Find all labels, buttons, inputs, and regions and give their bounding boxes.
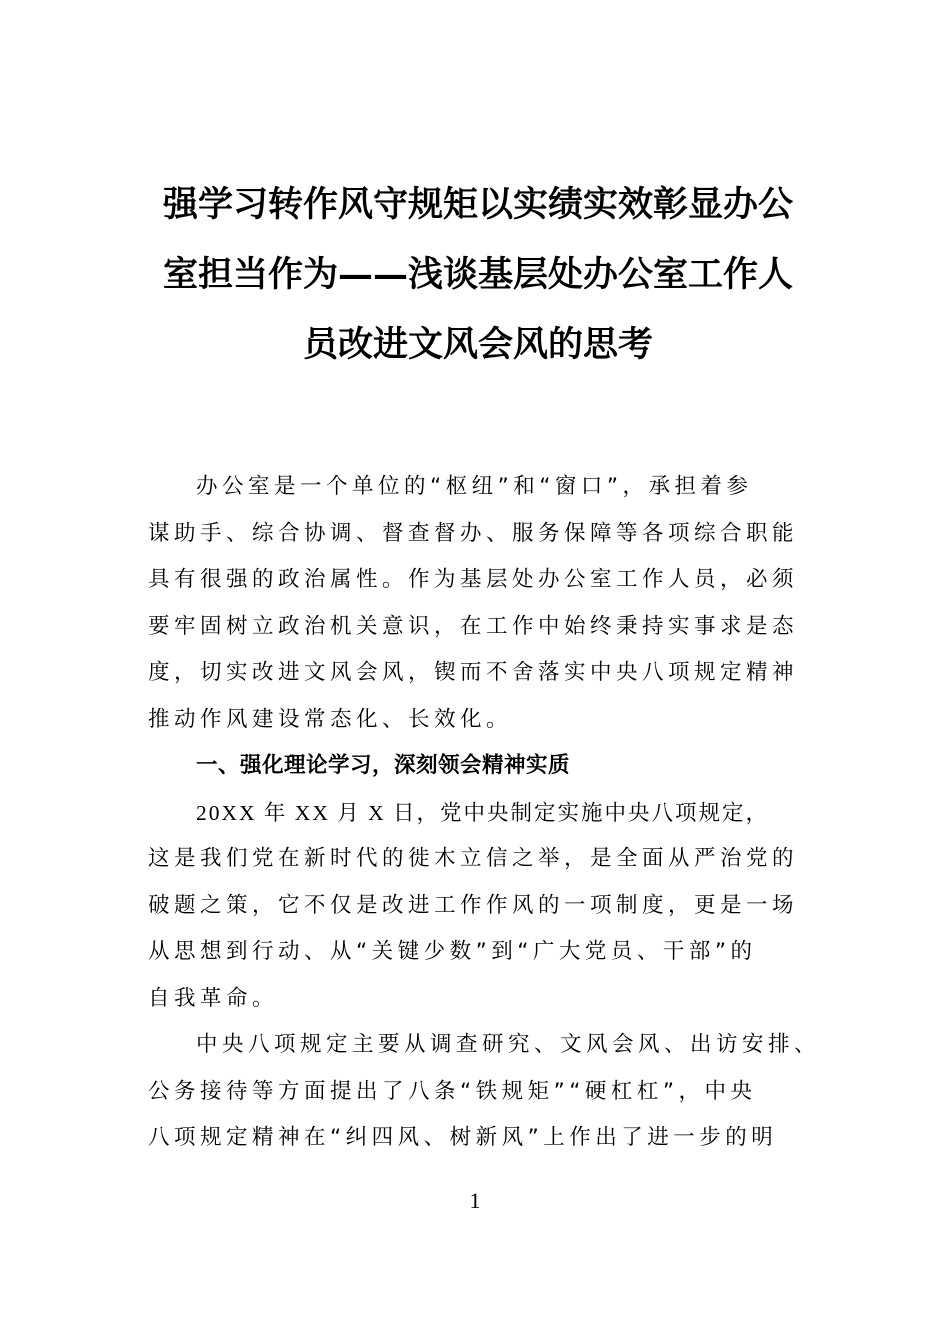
paragraph-line: 20XX 年 XX 月 X 日，党中央制定实施中央八项规定， [196, 800, 770, 825]
paragraph-line: 度，切实改进文风会风，锲而不舍落实中央八项规定精神 [148, 660, 799, 685]
paragraph-regulation-content [148, 1022, 821, 1162]
paragraph-line: 公务接待等方面提出了八条“铁规矩”“硬杠杠”，中央 [148, 1078, 757, 1104]
paragraph-line: 办公室是一个单位的“枢纽”和“窗口”，承担着参 [196, 474, 753, 499]
title-line-3: 员改进文风会风的思考 [302, 324, 653, 365]
paragraph-line: 从思想到行动、从“关键少数”到“广大党员、干部”的 [148, 939, 757, 964]
title-line-1: 强学习转作风守规矩以实绩实效彰显办公 [162, 184, 793, 225]
paragraph-line: 谋助手、综合协调、督查督办、服务保障等各项综合职能 [148, 520, 799, 546]
document-body [148, 464, 821, 1162]
paragraph-line: 破题之策，它不仅是改进工作作风的一项制度，更是一场 [148, 892, 799, 918]
title-line-2: 室担当作为——浅谈基层处办公室工作人 [162, 254, 793, 295]
paragraph-line: 自我革命。 [148, 985, 279, 1011]
page-number: 1 [469, 1188, 481, 1213]
section-heading-1: 一、强化理论学习，深刻领会精神实质 [196, 753, 571, 778]
paragraph-intro [148, 464, 808, 743]
paragraph-line: 推动作风建设常态化、长效化。 [148, 706, 513, 732]
document-title [148, 170, 808, 380]
paragraph-line: 中央八项规定主要从调查研究、文风会风、出访安排、 [196, 1032, 821, 1057]
paragraph-line: 具有很强的政治属性。作为基层处办公室工作人员，必须 [148, 567, 799, 592]
paragraph-line: 要牢固树立政治机关意识，在工作中始终秉持实事求是态 [148, 613, 799, 639]
paragraph-regulation-origin [148, 790, 808, 1023]
paragraph-line: 八项规定精神在“纠四风、树新风”上作出了进一步的明 [148, 1125, 778, 1150]
paragraph-line: 这是我们党在新时代的徙木立信之举，是全面从严治党的 [148, 846, 799, 871]
